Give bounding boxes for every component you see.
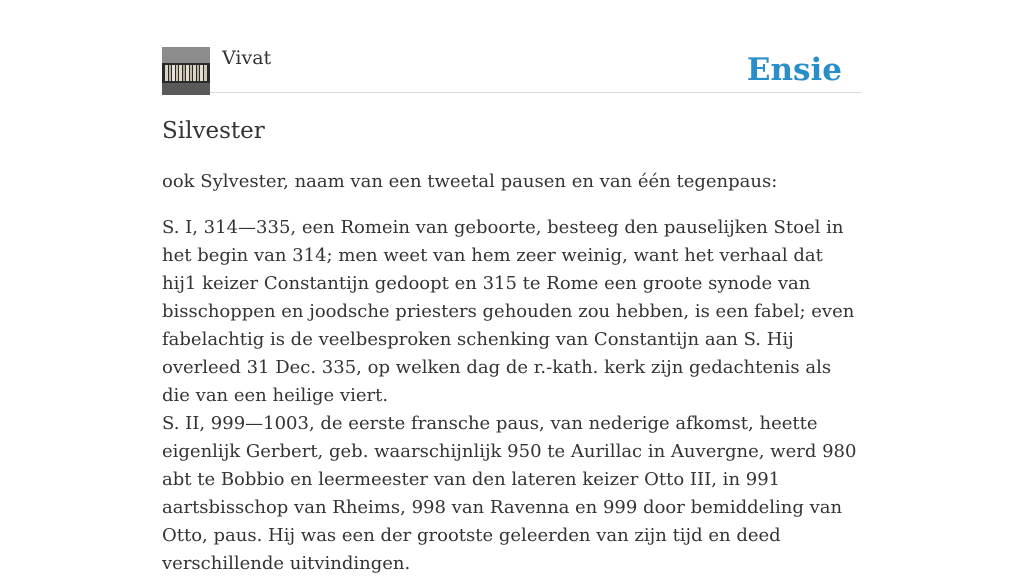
brand-logo[interactable]: Ensie bbox=[746, 52, 842, 88]
article-title: Silvester bbox=[162, 118, 265, 144]
article-paragraph: S. I, 314—335, een Romein van geboorte, besteeg den pauselijken Stoel in het begin van 314; men weet van hem zeer weinig, want het verhaal dat hij1 keizer Constantijn gedoopt en 315 te Rome een groote synode van bisschoppen en joodsche priesters gehouden zou hebben, is een fabel; even fabelachtig is de veelbesproken schenking van Constantijn aan S. Hij overleed 31 Dec. 335, op welken dag de r.-kath. kerk zijn gedachtenis als die van een heilige viert. bbox=[162, 217, 855, 406]
source-name[interactable]: Vivat bbox=[222, 47, 272, 69]
article-intro: ook Sylvester, naam van een tweetal pausen en van één tegenpaus: bbox=[162, 171, 778, 192]
source-avatar[interactable] bbox=[162, 47, 210, 95]
header bbox=[162, 46, 862, 93]
article-body bbox=[162, 168, 862, 578]
article-paragraph: S. II, 999—1003, de eerste fransche paus, van nederige afkomst, heette eigenlijk Gerbert, geb. waarschijnlijk 950 te Aurillac in Auvergne, werd 980 abt te Bobbio en leermeester van den lateren keizer Otto III, in 991 aartsbisschop van Rheims, 998 van Ravenna en 999 door bemiddeling van Otto, paus. Hij was een der grootste geleerden van zijn tijd en deed verschillende uitvindingen. bbox=[162, 413, 857, 574]
bookshelf-icon bbox=[162, 47, 210, 95]
